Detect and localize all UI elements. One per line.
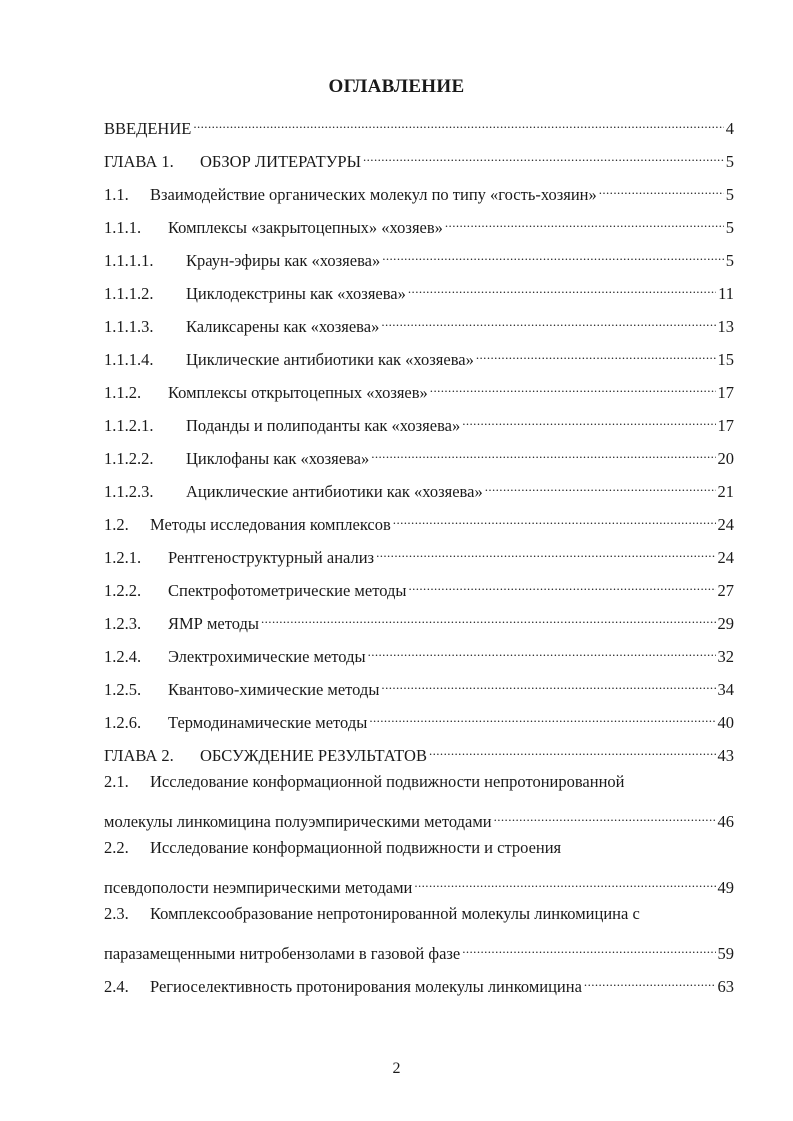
toc-entry-text: ВВЕДЕНИЕ: [104, 119, 192, 138]
toc-entry-continuation[interactable]: [104, 935, 734, 963]
toc-entry-text-line2: паразамещенными нитробензолами в газовой фазе: [104, 944, 461, 963]
toc-entry-page: 59: [717, 944, 734, 963]
toc-entry-number: 1.1.2.1.: [104, 416, 154, 435]
dot-leader: [393, 506, 716, 530]
toc-entry-text: Комплексы «закрытоцепных» «хозяев»: [168, 218, 443, 237]
toc-entry-number: 1.1.2.3.: [104, 482, 154, 501]
dot-leader: [462, 407, 715, 431]
toc-entry-page: 13: [717, 317, 734, 336]
toc-entry-text: Краун-эфиры как «хозяева»: [186, 251, 381, 270]
toc-entry-page: 29: [717, 614, 734, 633]
toc-entry-number: 1.1.2.: [104, 383, 142, 402]
toc-entry-number: 1.2.2.: [104, 581, 142, 600]
dot-leader: [494, 803, 716, 827]
toc-entry[interactable]: [104, 209, 734, 237]
toc-entry-text: Методы исследования комплексов: [150, 515, 391, 534]
dot-leader: [485, 473, 716, 497]
toc-entry-number: ГЛАВА 1.: [104, 152, 174, 171]
toc-entry[interactable]: [104, 440, 734, 468]
dot-leader: [369, 704, 715, 728]
toc-entry-text: Электрохимические методы: [168, 647, 366, 666]
toc-entry[interactable]: [104, 539, 734, 567]
dot-leader: [430, 374, 716, 398]
toc-entry-page: 43: [717, 746, 734, 765]
toc-entry-number: 1.1.1.1.: [104, 251, 154, 270]
toc-entry-page: 34: [717, 680, 734, 699]
toc-entry-text-line1: Исследование конформационной подвижности непротонированной: [150, 772, 625, 791]
toc-entry[interactable]: [104, 242, 734, 270]
toc-entry-text: Региоселективность протонирования молекулы линкомицина: [150, 977, 582, 996]
toc-entry-text: Термодинамические методы: [168, 713, 368, 732]
toc-entry-page: 46: [717, 812, 734, 831]
toc-entry-number: 2.3.: [104, 904, 129, 923]
toc-entry-page: 40: [717, 713, 734, 732]
toc-title: ОГЛАВЛЕНИЕ: [328, 76, 465, 97]
toc-entry-text: Квантово-химические методы: [168, 680, 380, 699]
toc-entry[interactable]: [104, 737, 734, 765]
toc-entry-page: 24: [717, 515, 734, 534]
toc-entry-number: 2.1.: [104, 772, 129, 791]
toc-entry[interactable]: [104, 638, 734, 666]
dot-leader: [193, 110, 723, 134]
toc-entry-text: ОБСУЖДЕНИЕ РЕЗУЛЬТАТОВ: [200, 746, 427, 765]
toc-entry[interactable]: [104, 341, 734, 369]
dot-leader: [408, 572, 715, 596]
toc-entry-number: 1.1.1.: [104, 218, 142, 237]
toc-entry-text: Ациклические антибиотики как «хозяева»: [186, 482, 483, 501]
toc-entry[interactable]: [104, 308, 734, 336]
toc-entry-text: Циклодекстрины как «хозяева»: [186, 284, 406, 303]
toc-entry-text-line1: Комплексообразование непротонированной молекулы линкомицина с: [150, 904, 640, 923]
toc-entry-number: 1.2.: [104, 515, 129, 534]
toc-entry-page: 21: [717, 482, 734, 501]
dot-leader: [382, 242, 724, 266]
toc-entry-number: 1.1.1.2.: [104, 284, 154, 303]
toc-entry-page: 5: [725, 185, 734, 204]
toc-entry-page: 5: [725, 251, 734, 270]
toc-entry-text: Циклические антибиотики как «хозяева»: [186, 350, 474, 369]
dot-leader: [414, 869, 715, 893]
dot-leader: [445, 209, 724, 233]
toc-entry-text: Поданды и полиподанты как «хозяева»: [186, 416, 461, 435]
dot-leader: [371, 440, 715, 464]
toc-entry[interactable]: [104, 110, 734, 138]
toc-entry-number: 1.1.: [104, 185, 129, 204]
dot-leader: [408, 275, 716, 299]
toc-entry-page: 24: [717, 548, 734, 567]
toc-entry-page: 17: [717, 416, 734, 435]
page-number: 2: [392, 1060, 401, 1077]
toc-entry-multiline[interactable]: [104, 902, 734, 926]
toc-entry[interactable]: [104, 605, 734, 633]
toc-entry-number: 1.2.1.: [104, 548, 142, 567]
toc-entry-number: 1.2.6.: [104, 713, 142, 732]
toc-entry-page: 11: [718, 284, 734, 303]
toc-entry-page: 15: [717, 350, 734, 369]
toc-entry-text-line2: молекулы линкомицина полуэмпирическими методами: [104, 812, 492, 831]
dot-leader: [368, 638, 716, 662]
toc-entry[interactable]: [104, 176, 734, 204]
dot-leader: [429, 737, 716, 761]
toc-entry-number: 2.2.: [104, 838, 129, 857]
toc-entry[interactable]: [104, 506, 734, 534]
toc-entry-page: 49: [717, 878, 734, 897]
dot-leader: [261, 605, 716, 629]
toc-entry-number: 2.4.: [104, 977, 129, 996]
toc-entry-page: 5: [725, 152, 734, 171]
toc-entry[interactable]: [104, 275, 734, 303]
toc-entry[interactable]: [104, 407, 734, 435]
toc-entry-continuation[interactable]: [104, 869, 734, 897]
toc-entry[interactable]: [104, 704, 734, 732]
toc-entry-multiline[interactable]: [104, 770, 734, 794]
dot-leader: [476, 341, 716, 365]
toc-entry-text-line1: Исследование конформационной подвижности и строения: [150, 838, 562, 857]
toc-entry-text: Каликсарены как «хозяева»: [186, 317, 380, 336]
toc-entry-text: Рентгеноструктурный анализ: [168, 548, 375, 567]
toc-entry-number: 1.1.2.2.: [104, 449, 154, 468]
dot-leader: [599, 176, 724, 200]
toc-entry-number: 1.2.3.: [104, 614, 142, 633]
dot-leader: [376, 539, 715, 563]
toc-entry[interactable]: [104, 968, 734, 996]
toc-entry-text: ОБЗОР ЛИТЕРАТУРЫ: [200, 152, 361, 171]
toc-entry-multiline[interactable]: [104, 836, 734, 860]
toc-entry-number: 1.1.1.4.: [104, 350, 154, 369]
toc-entry[interactable]: [104, 374, 734, 402]
toc-entry-number: ГЛАВА 2.: [104, 746, 174, 765]
toc-entry-continuation[interactable]: [104, 803, 734, 831]
dot-leader: [462, 935, 715, 959]
toc-entry-page: 17: [717, 383, 734, 402]
toc-entry-text: ЯМР методы: [168, 614, 259, 633]
toc-entry-text: Комплексы открытоцепных «хозяев»: [168, 383, 428, 402]
toc-entry-text: Взаимодействие органических молекул по типу «гость-хозяин»: [150, 185, 597, 204]
toc-entry-page: 4: [725, 119, 734, 138]
toc-entry-text-line2: псевдополости неэмпирическими методами: [104, 878, 413, 897]
toc-entry[interactable]: [104, 143, 734, 171]
toc-entry[interactable]: [104, 572, 734, 600]
toc-entry-page: 5: [725, 218, 734, 237]
toc-entry-page: 27: [717, 581, 734, 600]
toc-entry-text: Циклофаны как «хозяева»: [186, 449, 370, 468]
toc-entry-number: 1.2.4.: [104, 647, 142, 666]
toc-entry-page: 63: [717, 977, 734, 996]
toc-entry[interactable]: [104, 473, 734, 501]
dot-leader: [363, 143, 724, 167]
toc-entry-number: 1.2.5.: [104, 680, 142, 699]
dot-leader: [381, 308, 715, 332]
toc-entry-number: 1.1.1.3.: [104, 317, 154, 336]
dot-leader: [381, 671, 715, 695]
toc-entry-page: 32: [717, 647, 734, 666]
toc-entry[interactable]: [104, 671, 734, 699]
dot-leader: [584, 968, 716, 992]
toc-entry-text: Спектрофотометрические методы: [168, 581, 407, 600]
toc-entry-page: 20: [717, 449, 734, 468]
